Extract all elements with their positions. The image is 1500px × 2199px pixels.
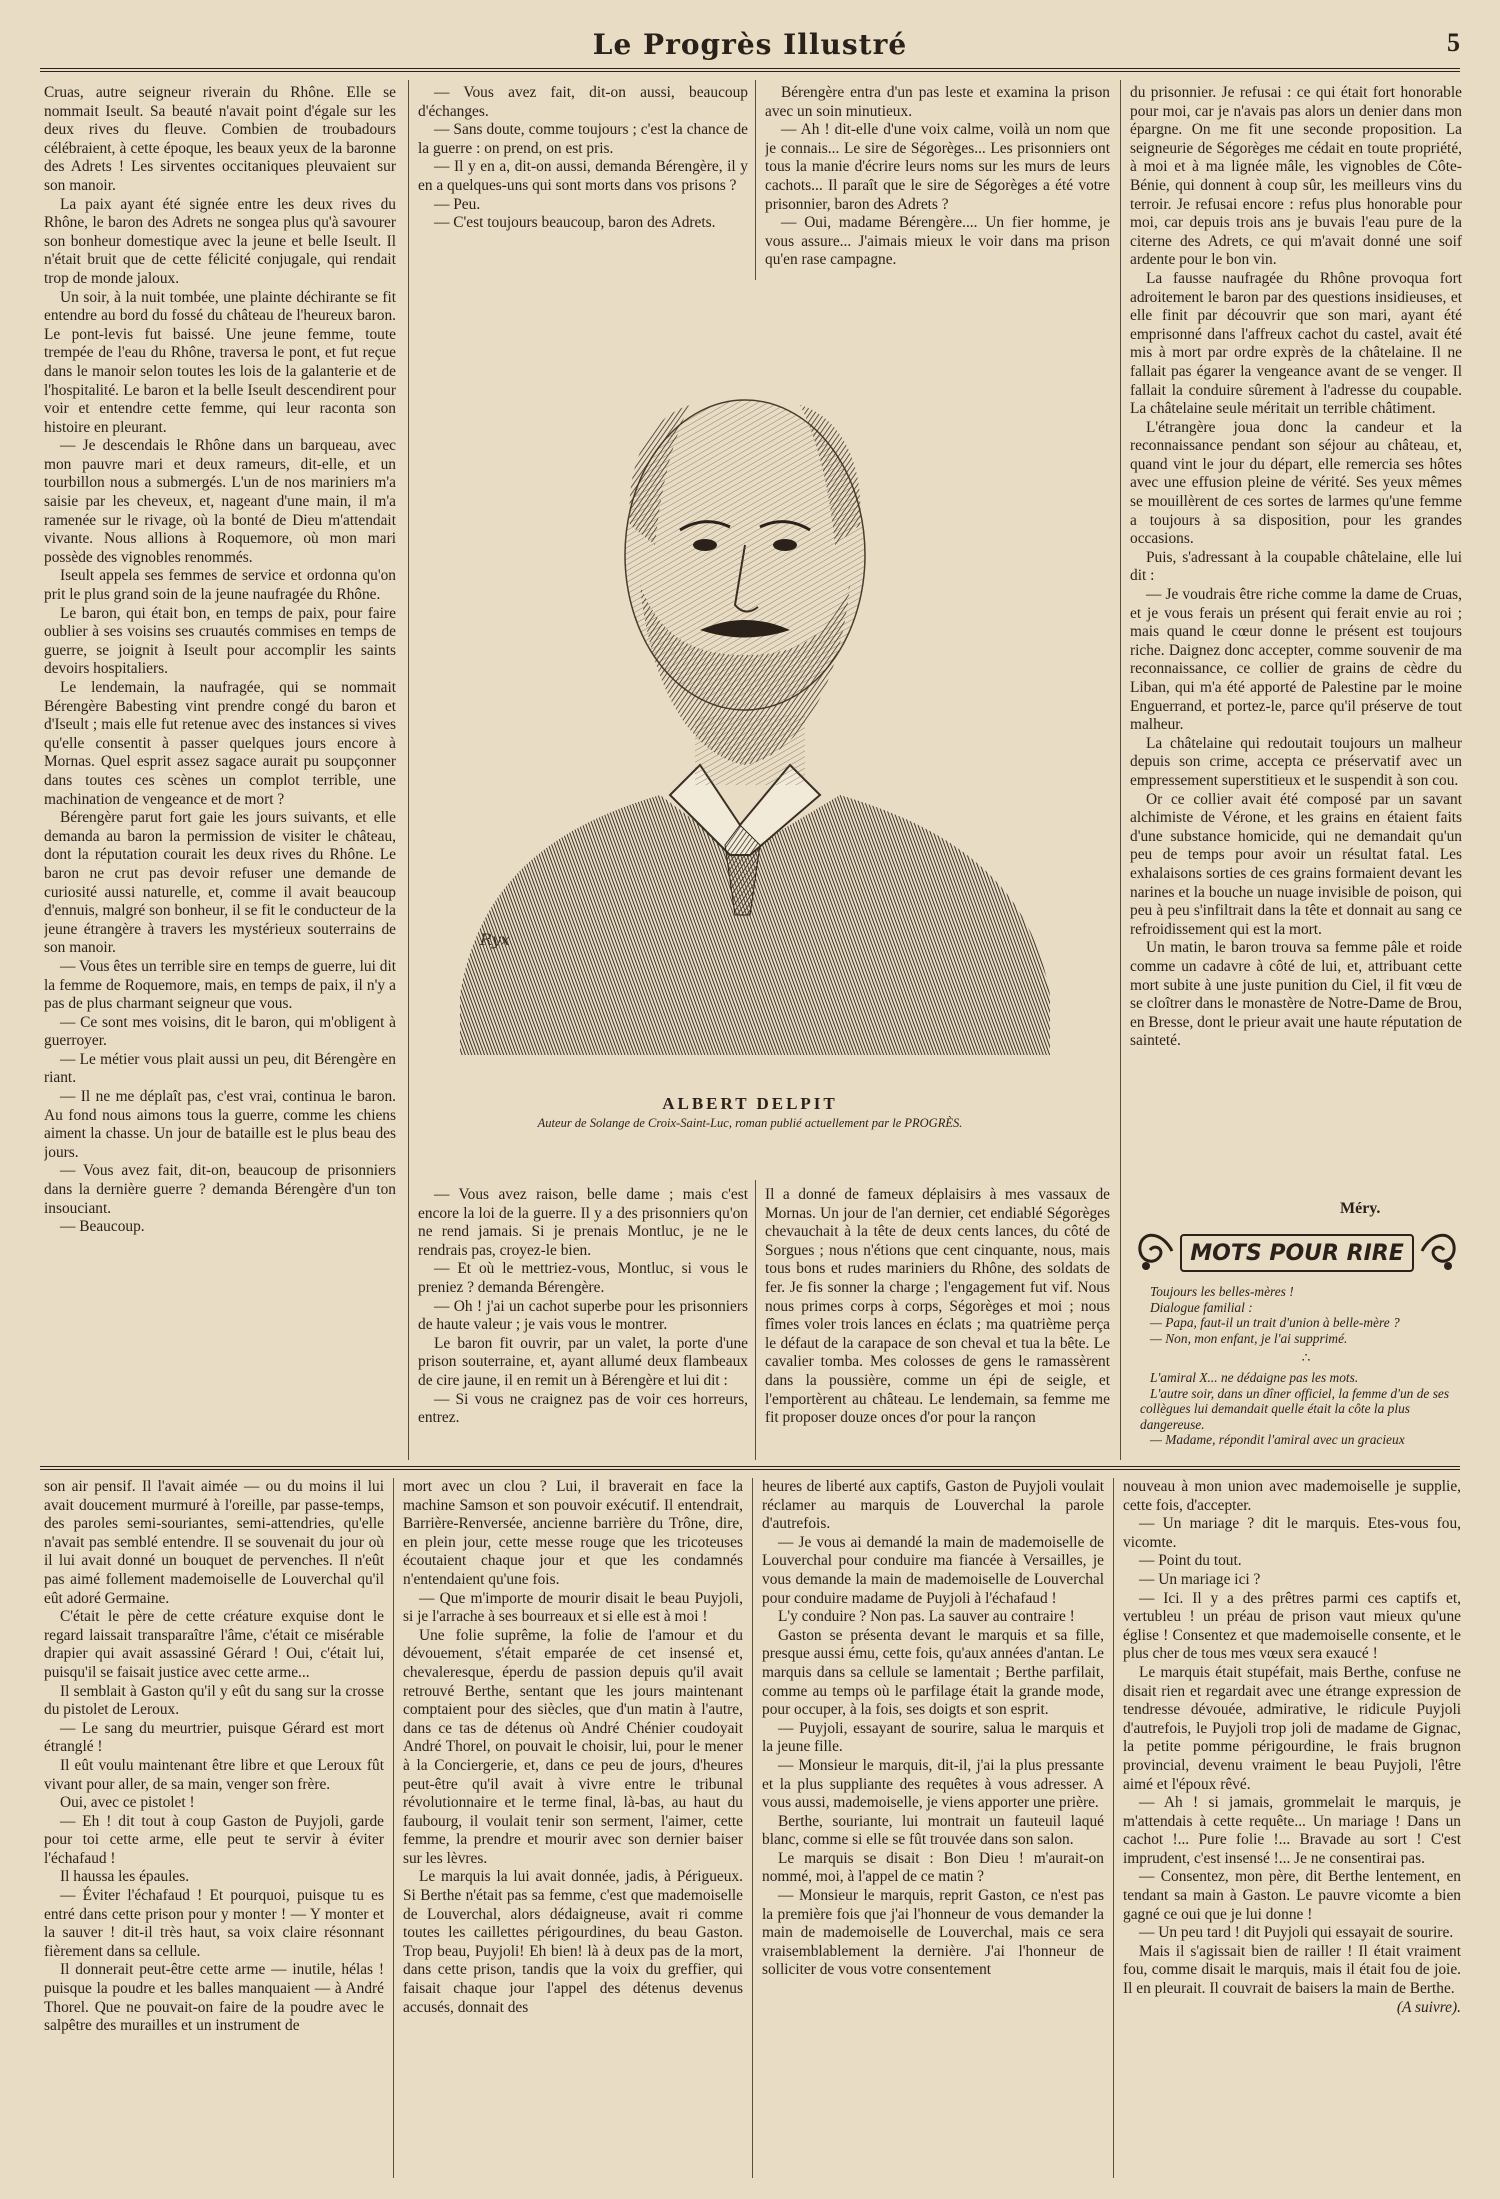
ornament-right-icon [1416,1226,1462,1276]
paragraph: Gaston se présenta devant le marquis et sa fille, presque aussi ému, cette fois, qu'aux années d'antan. Le marquis dans sa cellule se lamentait ; Berthe parfilait, comme au temps où le parfilage était la grande mode, pour occuper, à la fois, ses doigts et son esprit. [762,1626,1104,1719]
paragraph: — Il ne me déplaît pas, c'est vrai, continua le baron. Au fond nous aimons tous la guerre, comme les chiens aiment la chasse. Un jour de bataille est le plus beau des jours. [44,1088,396,1161]
paragraph: — Sans doute, comme toujours ; c'est la chance de la guerre : on prend, on est pris. [418,121,748,157]
paragraph: Le marquis était stupéfait, mais Berthe, confuse ne disait rien et regardait avec une étrange expression de tendresse dévouée, admirative, le ridicule Puyjoli d'autrefois, le Puyjoli trop joli de madame de Gignac, la petite pomme périgourdine, le frais brugnon provincial, devenu vraiment le beau Puyjoli, l'être aimé et l'époux rêvé. [1123,1663,1461,1793]
paragraph: — Ce sont mes voisins, dit le baron, qui m'obligent à guerroyer. [44,1013,396,1050]
paragraph: La paix ayant été signée entre les deux rives du Rhône, le baron des Adrets ne songea plus qu'à savourer son bonheur domestique avec la jeune et belle Iseult. Il n'était bruit que de cette félicité conjugale, qui rendait trop de monde jaloux. [44,195,396,287]
paragraph: — Vous avez fait, dit-on, beaucoup de prisonniers dans la dernière guerre ? demanda Bérengère d'un ton insouciant. [44,1162,396,1217]
paragraph: L'étrangère joua donc la candeur et la reconnaissance pendant son séjour au château, et, quand vint le jour du départ, elle remercia ses hôtes avec une effusion pleine de vérité. Ses yeux mêmes se mouillèrent de ces sortes de larmes qu'une femme a toujours à sa disposition, pour les grandes occasions. [1130,418,1462,548]
paragraph: son air pensif. Il l'avait aimée — ou du moins il lui avait doucement murmuré à l'oreille, par passe-temps, des paroles semi-souriantes, semi-attendries, qu'elle n'avait pas semblé entendre. Il se souvenait du jour où il lui avait donné un bouquet de pervenches. Il n'eût pas aimé follement mademoiselle de Louverchal qu'il eût adoré Germaine. [44,1478,384,1607]
paragraph: — Je descendais le Rhône dans un barqueau, avec mon pauvre mari et deux rameurs, dit-elle, et un tourbillon nous a submergés. L'un de nos mariniers m'a saisie par les cheveux, et, nageant d'une main, il m'a ramenée sur le rivage, où la bonté de Dieu m'attendait vivante. Nous allions à Roquemore, où mon mari possède des vignobles renommés. [44,437,396,566]
engraver-mark: Ryx [480,930,510,949]
column-divider [393,1478,394,2178]
paragraph: La fausse naufragée du Rhône provoqua fort adroitement le baron par des questions insidieuses, et elle finit par découvrir que son mari, ayant été emprisonné dans l'affreux cachot du castel, avait été mis à mort par ordre exprès de la châtelaine. Il ne fallait pas égarer la vengeance avant de se venger. Il fallait la conduire sûrement à l'adresse du coupable. La châtelaine seule méritait un terrible châtiment. [1130,269,1462,418]
paragraph: — Je voudrais être riche comme la dame de Cruas, et je vous ferais un présent qui ferait envie au roi ; mais quand le cœur donne le présent est toujours riche. Daignez donc accepter, comme souvenir de ma reconnaissance, ce collier de grains de cèdre du Liban, qui m'a été apporté de Palestine par le moine Enguerrand, et portez-le, parce qu'il préserve de tout malheur. [1130,586,1462,734]
paragraph: — Point du tout. [1139,1552,1242,1570]
paragraph: Or ce collier avait été composé par un savant alchimiste de Vérone, et les grains en étaient faits d'une substance homicide, qui ne demandait qu'un peu de temps pour avoir un résultat fatal. Les exhalaisons sorties de ces grains formaient devant les narines et la bouche un nuage invisible de poison, qui peu à peu s'infiltrait dans la tête et donnait au sang ce refroidissement qui est la mort. [1130,790,1462,938]
paragraph: La châtelaine qui redoutait toujours un malheur depuis son crime, accepta ce préservatif avec un empressement superstitieux et le suspendit à son cou. [1130,734,1462,789]
joke-line: Toujours les belles-mères ! [1150,1284,1294,1299]
paragraph: — Beaucoup. [60,1218,145,1236]
paragraph: Oui, avec ce pistolet ! [60,1794,195,1812]
paragraph: Il eût voulu maintenant être libre et que Leroux fût vivant pour aller, de sa main, venger son frère. [44,1756,384,1793]
paragraph: Il donnerait peut-être cette arme — inutile, hélas ! puisque la poudre et les balles manquaient — à André Thorel. Que ne pouvait-on faire de la poudre avec le salpêtre des murailles et un instrument de [44,1961,384,2035]
jokes-banner [1132,1226,1462,1276]
column-divider [1113,1478,1114,2178]
paragraph: — Ici. Il y a des prêtres parmi ces captifs et, vertubleu ! un préau de prison vaut mieux qu'une église ! Consentez et que mademoiselle consente, et le plus cher de tous mes vœux sera exaucé ! [1123,1589,1461,1663]
author-signature: Méry. [1340,1200,1381,1217]
jokes-text [1140,1284,1462,1448]
paragraph: Iseult appela ses femmes de service et ordonna qu'on prit le plus grand soin de la jeune naufragée du Rhône. [44,567,396,604]
paragraph: — Le métier vous plait aussi un peu, dit Bérengère en riant. [44,1050,396,1087]
upper-column-1 [44,84,396,1464]
to-be-continued: (A suivre). [1396,1998,1461,2016]
paragraph: Bérengère parut fort gaie les jours suivants, et elle demanda au baron la permission de visiter le château, dont la réputation courait les deux rives du Rhône. Le baron ne crut pas devoir refuser une demande de curiosité aussi naturelle, et, comme il avait beaucoup d'ennuis, malgré son bonheur, il se fit le conducteur de la jeune étrangère à travers les mystérieux souterrains de son manoir. [44,809,396,957]
lower-column-4 [1123,1478,1461,2182]
paragraph: heures de liberté aux captifs, Gaston de Puyjoli voulait réclamer au marquis de Louverchal la parole d'autrefois. [762,1478,1104,1533]
paragraph: — Oh ! j'ai un cachot superbe pour les prisonniers de haute valeur ; je vais vous le montrer. [418,1297,748,1334]
portrait-caption-name: ALBERT DELPIT [662,1094,838,1113]
paragraph: mort avec un clou ? Lui, il braverait en face la machine Samson et son pouvoir exécutif. Il entendrait, Barrière-Renversée, ancienne barrière du Trône, dire, en plein jour, cette messe rouge que les tricoteuses écoutaient chaque jour et que les condamnés n'entendaient qu'une fois. [403,1478,743,1588]
paragraph: Un matin, le baron trouva sa femme pâle et roide comme un cadavre à côté de lui, et, attribuant cette mort subite à une juste punition du Ciel, il fit vœu de se cloîtrer dans le monastère de Notre-Dame de Brou, en Bresse, dont le prieur avait une haute réputation de sainteté. [1130,939,1462,1050]
lower-column-3 [762,1478,1104,2182]
paragraph: Il semblait à Gaston qu'il y eût du sang sur la crosse du pistolet de Leroux. [44,1682,384,1719]
paragraph: — Puyjoli, essayant de sourire, salua le marquis et la jeune fille. [762,1719,1104,1756]
paragraph: Le marquis se disait : Bon Dieu ! m'aurait-on nommé, moi, à l'appel de ce matin ? [762,1849,1104,1886]
paragraph: Cruas, autre seigneur riverain du Rhône. Elle se nommait Iseult. Sa beauté n'avait point d'égale sur les deux rives du fleuve. Combien de troubadours célébraient, à cette époque, les beaux yeux de la baronne des Adrets ! Les sirventes occitaniques pleuvaient sur son manoir. [44,84,396,194]
ornament-left-icon [1132,1226,1178,1276]
newspaper-title: Le Progrès Illustré [592,28,908,61]
portrait-engraving [440,355,1060,1095]
column-divider [752,1478,753,2178]
paragraph: — Éviter l'échafaud ! Et pourquoi, puisque tu es entré dans cette prison pour y monter ! — Y monter et la sauver ! dit-il très haut, sa voix claire résonnant fièrement dans sa cellule. [44,1887,384,1960]
paragraph: Berthe, souriante, lui montrait un fauteuil laqué blanc, comme si elle se fût trouvée dans son salon. [762,1812,1104,1849]
paragraph: — Et où le mettriez-vous, Montluc, si vous le preniez ? demanda Bérengère. [418,1260,748,1296]
paragraph: — Vous avez fait, dit-on aussi, beaucoup d'échanges. [418,84,748,120]
paragraph: — Ah ! si jamais, grommelait le marquis, je m'attendais à cette requête... Un mariage ! Dans un cachot !... Pure folie !... Bravade au sort ! C'est imprudent, c'est insensé !... Je ne consentirai pas. [1123,1794,1461,1867]
paragraph: — Que m'importe de mourir disait le beau Puyjoli, si je l'arrache à ses bourreaux et si elle est à moi ! [403,1589,743,1626]
upper-column-2-continued [418,1186,748,1458]
paragraph: — Monsieur le marquis, dit-il, j'ai la plus pressante et la plus suppliante des requêtes à vous adresser. A vous aussi, mademoiselle, je viens apporter une prière. [762,1756,1104,1812]
paragraph: Mais il s'agissait bien de railler ! Il était vraiment fou, comme disait le marquis, mais il était fou de joie. Il en pleurait. Il couvrait de baisers la main de Berthe. [1123,1942,1461,1998]
section-stars: ∴ [1301,1350,1311,1366]
paragraph: Le lendemain, la naufragée, qui se nommait Bérengère Babesting vint prendre congé du baron et d'Iseult ; mais elle fut retenue avec des instances si vives qu'elle consentit à passer quelques jours encore à Mornas. Quel esprit assez sagace aurait pu soupçonner dans toutes ces scènes un complot terrible, une machination de vengeance et de mort ? [44,679,396,808]
paragraph: Le baron fit ouvrir, par un valet, la porte d'une prison souterraine, et, ayant allumé deux flambeaux de cire jaune, il en remit un à Bérengère et lui dit : [418,1334,748,1389]
paragraph: du prisonnier. Je refusai : ce qui était fort honorable pour moi, car je n'avais pas alors un denier dans mon épargne. On me fit une seconde proposition. La seigneurie de Ségorèges me cédait en toute propriété, à moi et à ma lignée mâle, les vignobles de Côte-Bénie, qui donnent à coup sûr, les meilleurs vins du terroir. Je refusai encore : refus plus honorable pour moi, car depuis trois ans je buvais l'eau pure de la citerne des Adrets, ce qui m'avait donné une soif ardente pour le bon vin. [1130,84,1462,269]
column-divider [755,1180,756,1460]
paragraph: Bérengère entra d'un pas leste et examina la prison avec un soin minutieux. [765,84,1110,120]
paragraph: — Monsieur le marquis, reprit Gaston, ce n'est pas la première fois que j'ai l'honneur de vous demander la main de mademoiselle de Louverchal, mais ce sera vraisemblablement la dernière. J'ai l'honneur de solliciter de vous votre consentement [762,1887,1104,1979]
paragraph: — Peu. [434,195,481,213]
paragraph: C'était le père de cette créature exquise dont le regard laissait transparaître l'âme, c'était ce misérable drapier qui avait assassiné Gérard ! Oui, c'était lui, puisqu'il se faisait justice avec cette arme... [44,1608,384,1681]
paragraph: — Si vous ne craignez pas de voir ces horreurs, entrez. [418,1390,748,1427]
paragraph: Puis, s'adressant à la coupable châtelaine, elle lui dit : [1130,548,1462,585]
portrait-caption-subtitle: Auteur de Solange de Croix-Saint-Luc, roman publié actuellement par le PROGRÈS. [537,1116,963,1130]
paragraph: Un soir, à la nuit tombée, une plainte déchirante se fit entendre au bord du fossé du château de l'heureux baron. Le pont-levis fut baissé. Une jeune femme, toute trempée de l'eau du Rhône, traversa le pont, et fut reçue dans le manoir selon toutes les lois de la galanterie et de l'hospitalité. Le baron et la belle Iseult descendirent pour voir et entendre cette femme, qui leur raconta son histoire en pleurant. [44,288,396,436]
jokes-banner-title: MOTS POUR RIRE [1180,1234,1414,1272]
paragraph: — Vous avez raison, belle dame ; mais c'est encore la loi de la guerre. Il y a des prisonniers qu'on ne rend jamais. Si je prenais Montluc, je ne le rendrais pas, croyez-le bien. [418,1186,748,1259]
paragraph: — Ah ! dit-elle d'une voix calme, voilà un nom que je connais... Le sire de Ségorèges... Les prisonniers ont tous la manie d'écrire leurs noms sur les murs de leurs cachots... Il paraît que le sire de Ségorèges a été votre prisonnier, baron des Adrets ? [765,121,1110,213]
paragraph: Une folie suprême, la folie de l'amour et du dévouement, s'était emparée de cet insensé et, chevaleresque, éperdu de passion depuis qu'il avait retrouvé Berthe, sentant que les jours maintenant comptaient pour des siècles, que d'un matin à l'autre, dans ce tas de détenus où André Chénier coudoyait André Thorel, on pouvait le choisir, lui, pour le mener à la Conciergerie, et, dans ce peu de jours, d'heures peut-être qu'il avait à vivre entre le tribunal révolutionnaire et le terme final, là-bas, au haut du faubourg, il voulait tenir son serment, l'aimer, cette femme, la prendre et mourir avec son dernier baiser sur les lèvres. [403,1626,743,1867]
paragraph: Le marquis la lui avait donnée, jadis, à Périgueux. Si Berthe n'était pas sa femme, c'est que mademoiselle de Louverchal, alors dédaigneuse, avait ri comme toutes les caillettes périgourdines, du beau Gaston. Trop beau, Puyjoli! Eh bien! là à deux pas de la mort, dans cette prison, tandis que la voix du greffier, qui faisait chaque jour l'appel des détenus devenus accusés, donnait des [403,1868,743,2016]
paragraph: — Consentez, mon père, dit Berthe lentement, en tendant sa main à Gaston. Le pauvre vicomte a bien gagné ce oui que je lui donne ! [1123,1868,1461,1923]
paragraph: — Un mariage ici ? [1139,1570,1261,1588]
paragraph: — Le sang du meurtrier, puisque Gérard est mort étranglé ! [44,1719,384,1756]
joke-line: Dialogue familial : [1150,1299,1253,1315]
section-divider [40,1466,1460,1470]
paragraph: — Un mariage ? dit le marquis. Etes-vous fou, vicomte. [1123,1515,1461,1551]
paragraph: — Un peu tard ! dit Puyjoli qui essayait de sourire. [1139,1924,1454,1942]
joke-line: — Non, mon enfant, je l'ai supprimé. [1150,1330,1348,1346]
upper-column-2 [418,84,748,294]
paragraph: Il a donné de fameux déplaisirs à mes vassaux de Mornas. Un jour de l'an dernier, cet endiablé Ségorèges chevauchait à la tête de deux cents lances, du côté de Sorgues ; nous n'étions que cent cinquante, nous, mais tous bons et rudes mariniers du Rhône, des soldats de fer. Je fis sonner la charge ; l'engagement fut vif. Nous nous primes corps à corps, Ségorèges et moi ; nous fîmes voler trois lances en éclats ; ma quatrième perça le défaut de la carapace de son cheval et tua la bête. Le cavalier tomba. Mes colosses de gens le ramassèrent dans la poussière, comme un épi de seigle, et l'emportèrent au château. Le lendemain, sa femme me fit proposer douze onces d'or pour la rançon [765,1186,1110,1427]
paragraph: — Eh ! dit tout à coup Gaston de Puyjoli, garde pour toi cette arme, elle peut te servir à éviter l'échafaud ! [44,1812,384,1867]
paragraph: — Il y en a, dit-on aussi, demanda Bérengère, il y en a quelques-uns qui sont morts dans vos prisons ? [418,158,748,194]
paragraph: — Oui, madame Bérengère.... Un fier homme, je vous assure... J'aimais mieux le voir dans ma prison qu'en rase campagne. [765,214,1110,269]
joke-line: L'amiral X... ne dédaigne pas les mots. [1150,1369,1359,1385]
header-rule [40,68,1460,72]
joke-line: — Papa, faut-il un trait d'union à belle-mère ? [1150,1315,1400,1331]
column-divider [1120,80,1121,1460]
paragraph: — Vous êtes un terrible sire en temps de guerre, lui dit la femme de Roquemore, mais, en temps de paix, il n'y a pas de plus charmant seigneur que vous. [44,957,396,1013]
upper-column-4 [1130,84,1462,1196]
upper-column-3-continued [765,1186,1110,1458]
paragraph: Le baron, qui était bon, en temps de paix, pour faire oublier à ses voisins ses cruautés commises en temps de guerre, se joignit à Iseult pour accomplir les saints devoirs hospitaliers. [44,604,396,678]
paragraph: nouveau à mon union avec mademoiselle je supplie, cette fois, d'accepter. [1123,1478,1461,1514]
paragraph: Il haussa les épaules. [60,1868,190,1886]
page-number: 5 [1447,28,1460,57]
column-divider [755,80,756,280]
joke-line: — Madame, répondit l'amiral avec un gracieux [1150,1432,1405,1448]
paragraph: — Je vous ai demandé la main de mademoiselle de Louverchal pour conduire ma fiancée à Versailles, je vous demande la main de mademoiselle de Louverchal pour conduire madame de Puyjoli à l'échafaud ! [762,1533,1104,1607]
paragraph: L'y conduire ? Non pas. La sauver au contraire ! [778,1608,1075,1626]
paragraph: — C'est toujours beaucoup, baron des Adrets. [434,214,716,232]
column-divider [408,80,409,1460]
lower-column-1 [44,1478,384,2182]
page-header [40,28,1460,68]
joke-line: L'autre soir, dans un dîner officiel, la femme d'un de ses collègues lui demandait quelle était la côte la plus dangereuse. [1140,1385,1450,1432]
upper-column-3 [765,84,1110,294]
lower-column-2 [403,1478,743,2182]
